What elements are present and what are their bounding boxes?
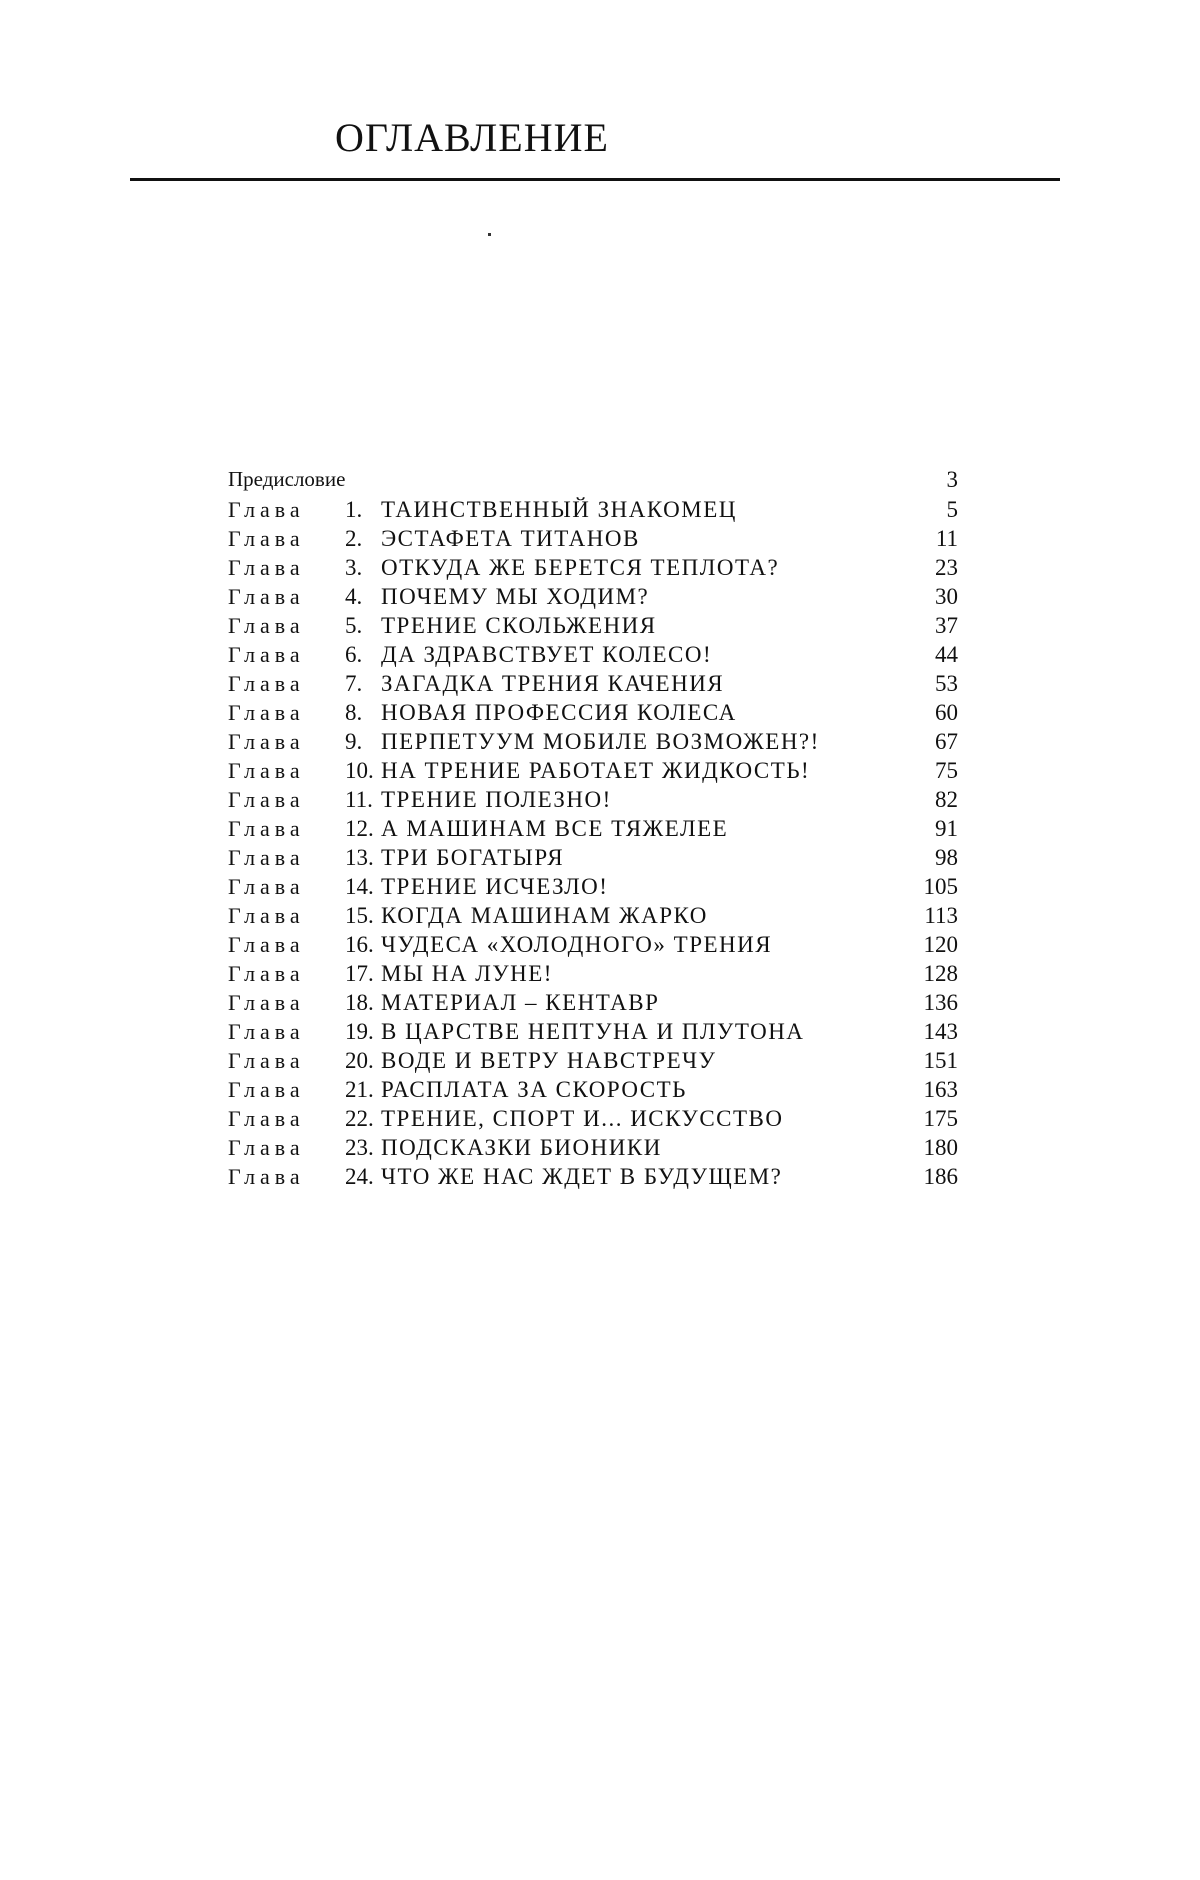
chapter-word: Глава xyxy=(228,1077,305,1102)
toc-entry-chapter[interactable] xyxy=(228,1075,958,1104)
chapter-number: 14. xyxy=(345,874,374,899)
title-divider xyxy=(130,178,1060,181)
chapter-page-number: 163 xyxy=(923,1077,958,1102)
chapter-title: КОГДА МАШИНАМ ЖАРКО xyxy=(381,903,708,928)
chapter-title: ТРЕНИЕ СКОЛЬЖЕНИЯ xyxy=(381,613,657,638)
chapter-word: Глава xyxy=(228,526,305,551)
chapter-word: Глава xyxy=(228,758,305,783)
chapter-word: Глава xyxy=(228,1106,305,1131)
chapter-title: ЧУДЕСА «ХОЛОДНОГО» ТРЕНИЯ xyxy=(381,932,773,957)
chapter-title: МЫ НА ЛУНЕ! xyxy=(381,961,553,986)
chapter-page-number: 186 xyxy=(923,1164,958,1189)
preface-page-number: 3 xyxy=(946,467,958,492)
chapter-page-number: 82 xyxy=(935,787,958,812)
chapter-number: 5. xyxy=(345,613,363,638)
chapter-title: ТАИНСТВЕННЫЙ ЗНАКОМЕЦ xyxy=(381,497,737,522)
chapter-number: 15. xyxy=(345,903,374,928)
chapter-title: НА ТРЕНИЕ РАБОТАЕТ ЖИДКОСТЬ! xyxy=(381,758,811,783)
chapter-number: 11. xyxy=(345,787,373,812)
chapter-word: Глава xyxy=(228,642,305,667)
toc-entry-chapter[interactable] xyxy=(228,872,958,901)
chapter-number: 24. xyxy=(345,1164,374,1189)
chapter-title: ТРЕНИЕ ПОЛЕЗНО! xyxy=(381,787,612,812)
toc-entry-chapter[interactable] xyxy=(228,1162,958,1191)
chapter-title: ПЕРПЕТУУМ МОБИЛЕ ВОЗМОЖЕН?! xyxy=(381,729,820,754)
chapter-word: Глава xyxy=(228,874,305,899)
chapter-word: Глава xyxy=(228,961,305,986)
chapter-word: Глава xyxy=(228,816,305,841)
toc-entry-chapter[interactable] xyxy=(228,843,958,872)
chapter-title: ВОДЕ И ВЕТРУ НАВСТРЕЧУ xyxy=(381,1048,717,1073)
chapter-word: Глава xyxy=(228,845,305,870)
chapter-number: 21. xyxy=(345,1077,374,1102)
chapter-word: Глава xyxy=(228,584,305,609)
toc-entry-chapter[interactable] xyxy=(228,524,958,553)
preface-label: Предисловие xyxy=(228,467,346,491)
toc-entry-preface[interactable] xyxy=(228,465,958,495)
chapter-page-number: 30 xyxy=(935,584,958,609)
toc-entry-chapter[interactable] xyxy=(228,640,958,669)
toc-entry-chapter[interactable] xyxy=(228,959,958,988)
chapter-page-number: 136 xyxy=(923,990,958,1015)
chapter-number: 7. xyxy=(345,671,363,696)
chapter-page-number: 23 xyxy=(935,555,958,580)
chapter-page-number: 113 xyxy=(924,903,958,928)
chapter-word: Глава xyxy=(228,555,305,580)
chapter-number: 8. xyxy=(345,700,363,725)
toc-entry-chapter[interactable] xyxy=(228,1104,958,1133)
toc-entry-chapter[interactable] xyxy=(228,495,958,524)
toc-entry-chapter[interactable] xyxy=(228,553,958,582)
chapter-number: 13. xyxy=(345,845,374,870)
chapter-title: ДА ЗДРАВСТВУЕТ КОЛЕСО! xyxy=(381,642,713,667)
chapter-number: 12. xyxy=(345,816,374,841)
chapter-number: 19. xyxy=(345,1019,374,1044)
chapter-page-number: 60 xyxy=(935,700,958,725)
chapter-number: 10. xyxy=(345,758,374,783)
chapter-word: Глава xyxy=(228,1048,305,1073)
toc-entry-chapter[interactable] xyxy=(228,988,958,1017)
chapter-title: ЗАГАДКА ТРЕНИЯ КАЧЕНИЯ xyxy=(381,671,725,696)
toc-entry-chapter[interactable] xyxy=(228,756,958,785)
chapter-title: ПОЧЕМУ МЫ ХОДИМ? xyxy=(381,584,650,609)
print-speck xyxy=(488,233,491,236)
toc-entry-chapter[interactable] xyxy=(228,698,958,727)
chapter-word: Глава xyxy=(228,990,305,1015)
chapter-title: ТРЕНИЕ, СПОРТ И... ИСКУССТВО xyxy=(381,1106,784,1131)
chapter-page-number: 5 xyxy=(946,497,958,522)
toc-entry-chapter[interactable] xyxy=(228,669,958,698)
chapter-page-number: 151 xyxy=(923,1048,958,1073)
chapter-word: Глава xyxy=(228,903,305,928)
chapter-number: 16. xyxy=(345,932,374,957)
chapter-page-number: 180 xyxy=(923,1135,958,1160)
chapter-word: Глава xyxy=(228,613,305,638)
chapter-page-number: 128 xyxy=(923,961,958,986)
chapter-page-number: 91 xyxy=(935,816,958,841)
toc-entry-chapter[interactable] xyxy=(228,582,958,611)
chapter-number: 6. xyxy=(345,642,363,667)
chapter-word: Глава xyxy=(228,1135,305,1160)
chapter-word: Глава xyxy=(228,497,305,522)
toc-entry-chapter[interactable] xyxy=(228,930,958,959)
chapter-word: Глава xyxy=(228,787,305,812)
chapter-title: МАТЕРИАЛ – КЕНТАВР xyxy=(381,990,660,1015)
toc-entry-chapter[interactable] xyxy=(228,1017,958,1046)
chapter-page-number: 175 xyxy=(923,1106,958,1131)
chapter-number: 4. xyxy=(345,584,363,609)
chapter-word: Глава xyxy=(228,700,305,725)
chapter-number: 9. xyxy=(345,729,363,754)
chapter-title: ОТКУДА ЖЕ БЕРЕТСЯ ТЕПЛОТА? xyxy=(381,555,780,580)
chapter-title: ЧТО ЖЕ НАС ЖДЕТ В БУДУЩЕМ? xyxy=(381,1164,783,1189)
chapter-word: Глава xyxy=(228,671,305,696)
chapter-page-number: 98 xyxy=(935,845,958,870)
chapter-word: Глава xyxy=(228,1164,305,1189)
chapter-number: 2. xyxy=(345,526,363,551)
chapter-page-number: 11 xyxy=(935,526,958,551)
chapter-number: 18. xyxy=(345,990,374,1015)
chapter-page-number: 67 xyxy=(935,729,958,754)
chapter-word: Глава xyxy=(228,1019,305,1044)
chapter-page-number: 53 xyxy=(935,671,958,696)
toc-entry-chapter[interactable] xyxy=(228,785,958,814)
toc-entry-chapter[interactable] xyxy=(228,814,958,843)
toc-entry-chapter[interactable] xyxy=(228,611,958,640)
chapter-number: 1. xyxy=(345,497,363,522)
chapter-page-number: 75 xyxy=(935,758,958,783)
chapter-number: 3. xyxy=(345,555,363,580)
chapter-title: ЭСТАФЕТА ТИТАНОВ xyxy=(381,526,640,551)
chapter-number: 23. xyxy=(345,1135,374,1160)
chapter-title: ТРИ БОГАТЫРЯ xyxy=(381,845,565,870)
toc-entry-chapter[interactable] xyxy=(228,1046,958,1075)
chapter-title: НОВАЯ ПРОФЕССИЯ КОЛЕСА xyxy=(381,700,737,725)
chapter-number: 20. xyxy=(345,1048,374,1073)
chapter-word: Глава xyxy=(228,729,305,754)
chapter-page-number: 143 xyxy=(923,1019,958,1044)
toc-entry-chapter[interactable] xyxy=(228,1133,958,1162)
page-title: ОГЛАВЛЕНИЕ xyxy=(335,115,609,160)
chapter-page-number: 44 xyxy=(935,642,958,667)
chapter-number: 17. xyxy=(345,961,374,986)
chapter-page-number: 120 xyxy=(923,932,958,957)
toc-entry-chapter[interactable] xyxy=(228,901,958,930)
chapter-title: В ЦАРСТВЕ НЕПТУНА И ПЛУТОНА xyxy=(381,1019,805,1044)
chapter-number: 22. xyxy=(345,1106,374,1131)
chapter-title: ПОДСКАЗКИ БИОНИКИ xyxy=(381,1135,662,1160)
chapter-title: ТРЕНИЕ ИСЧЕЗЛО! xyxy=(381,874,609,899)
table-of-contents xyxy=(228,465,958,1191)
toc-entry-chapter[interactable] xyxy=(228,727,958,756)
chapter-title: А МАШИНАМ ВСЕ ТЯЖЕЛЕЕ xyxy=(381,816,729,841)
chapter-page-number: 37 xyxy=(935,613,958,638)
chapter-title: РАСПЛАТА ЗА СКОРОСТЬ xyxy=(381,1077,687,1102)
chapter-page-number: 105 xyxy=(923,874,958,899)
chapter-word: Глава xyxy=(228,932,305,957)
